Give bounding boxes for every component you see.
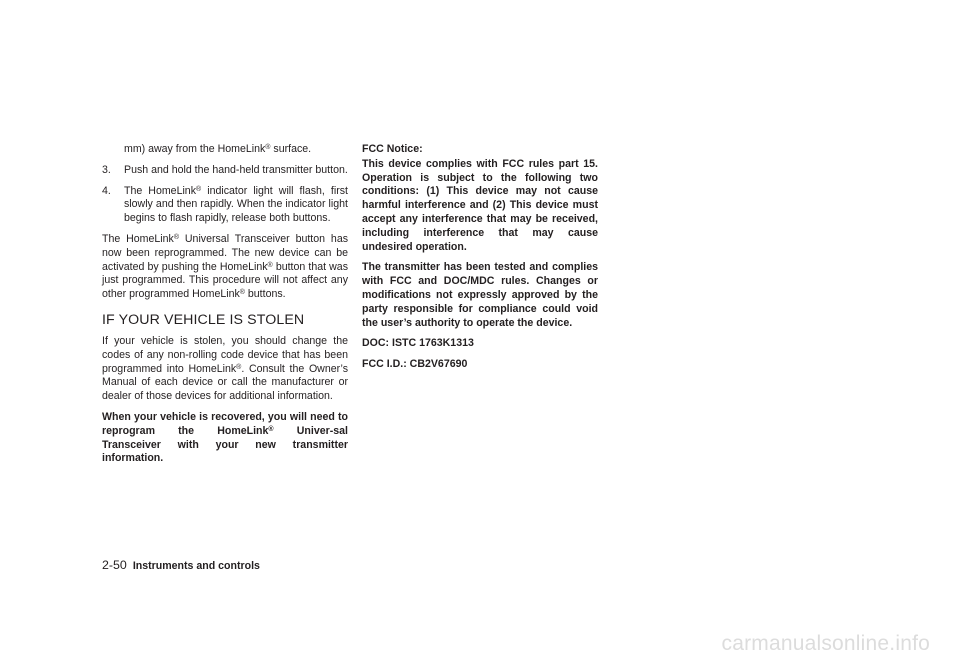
right-column bbox=[362, 143, 598, 379]
page-footer bbox=[102, 558, 260, 572]
step-3 bbox=[102, 164, 348, 178]
registered-mark: ® bbox=[196, 185, 202, 193]
left-column bbox=[102, 143, 348, 473]
registered-mark: ® bbox=[173, 233, 180, 241]
registered-mark: ® bbox=[236, 363, 242, 371]
registered-mark: ® bbox=[268, 425, 274, 433]
step-4 bbox=[102, 185, 348, 226]
step-text: The HomeLink® indicator light will flash, first slowly and then rapidly. When the indicator light begins to flash rapidly, release both buttons. bbox=[124, 184, 348, 225]
stolen-paragraph: If your vehicle is stolen, you should change the codes of any non-rolling code device that has been programmed into HomeLink®. Consult the Owner’s Manual of each device or call the manufacturer or dealer of those devices for additional information. bbox=[102, 334, 348, 403]
registered-mark: ® bbox=[265, 144, 271, 151]
step-number: 3. bbox=[102, 163, 111, 176]
fcc-title: FCC Notice: bbox=[362, 143, 423, 155]
reprogrammed-paragraph: The HomeLink® Universal Transceiver button has now been reprogrammed. The new device can be activated by pushing the HomeLink® button that was just programmed. This procedure will not affect any other programmed HomeLink® buttons. bbox=[102, 232, 349, 301]
doc-number: DOC: ISTC 1763K1313 bbox=[362, 337, 474, 350]
step-number: 4. bbox=[102, 184, 111, 197]
section-name: Instruments and controls bbox=[132, 560, 260, 572]
page-number: 2-50 bbox=[102, 558, 127, 572]
fcc-id: FCC I.D.: CB2V67690 bbox=[362, 358, 468, 371]
registered-mark: ® bbox=[239, 289, 245, 297]
recovered-warning: When your vehicle is recovered, you will need to reprogram the HomeLink® Univer-sal Transceiver with your new transmitter information. bbox=[102, 410, 348, 465]
registered-mark: ® bbox=[267, 261, 273, 269]
section-heading: IF YOUR VEHICLE IS STOLEN bbox=[102, 311, 305, 328]
step-text: Push and hold the hand-held transmitter button. bbox=[124, 163, 348, 176]
fcc-paragraph-1: This device complies with FCC rules part 15. Operation is subject to the following two conditions: (1) This device may not cause harmful interference and (2) This device must accept any interference that may be received, including interference that may cause undesired operation. bbox=[362, 157, 598, 253]
fcc-paragraph-2: The transmitter has been tested and complies with FCC and DOC/MDC rules. Changes or modifications not expressly approved by the party responsible for compliance could void the user’s authority to operate the device. bbox=[362, 261, 598, 329]
watermark: carmanualsonline.info bbox=[721, 632, 930, 655]
step2-continuation: mm) away from the HomeLink® surface. bbox=[124, 143, 312, 155]
